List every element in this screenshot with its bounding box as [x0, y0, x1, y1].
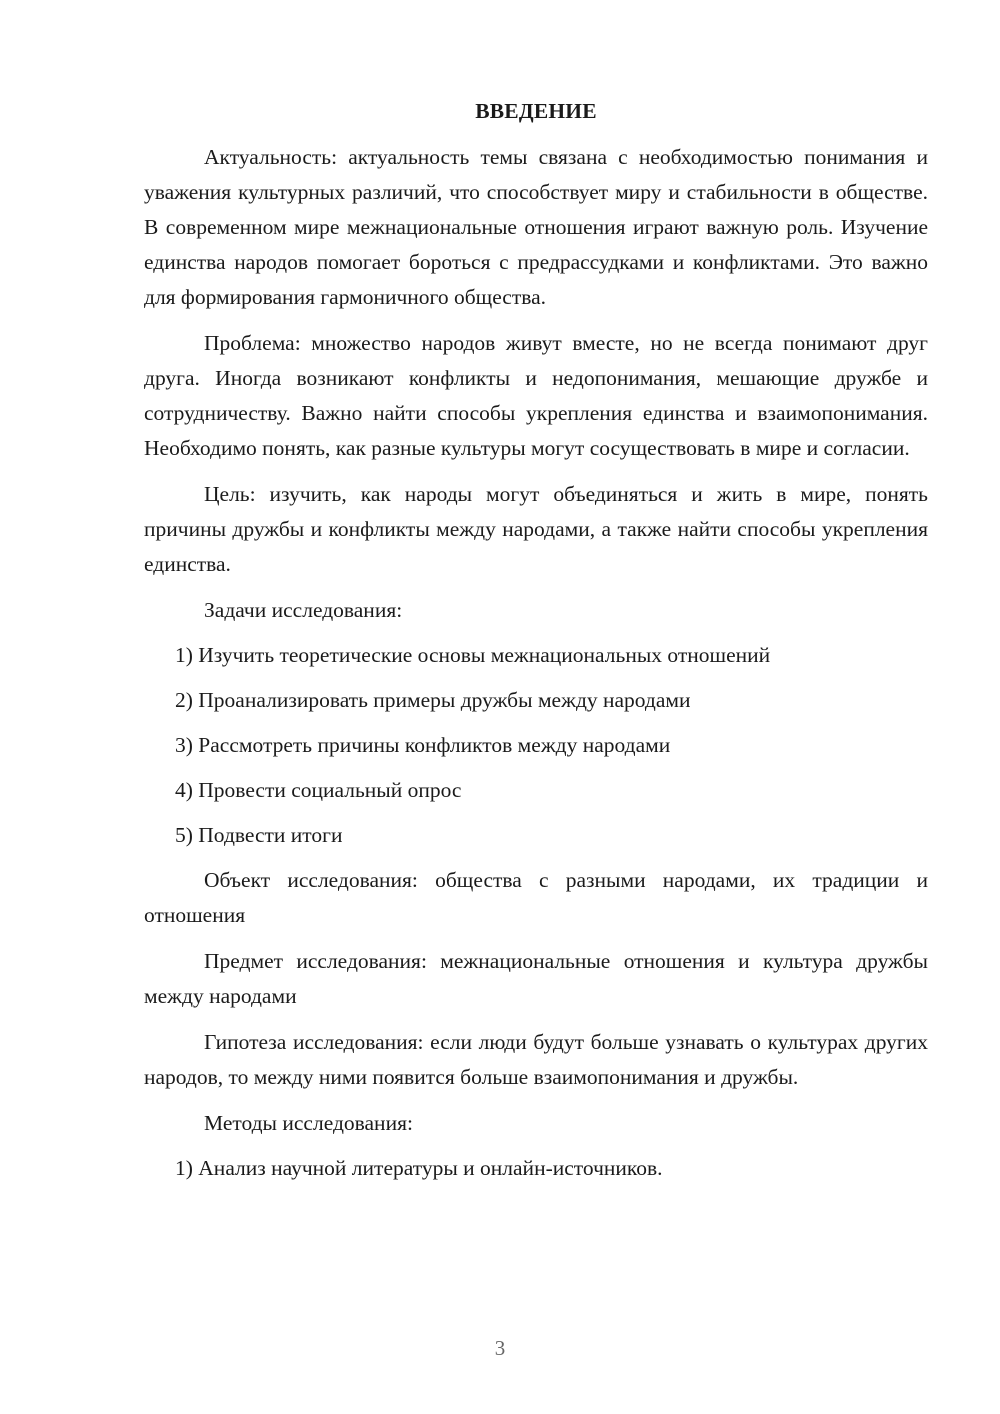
list-item: 2) Проанализировать примеры дружбы между народами — [175, 688, 691, 712]
methods-label: Методы исследования: — [204, 1111, 413, 1135]
relevance-paragraph: Актуальность: актуальность темы связана с необходимостью понимания и уважения культурных различий, что способствует миру и стабильности в обществе. В современном мире межнациональные отношения играют важную роль. Изучение единства народов помогает бороться с предрассудками и конфликтами. Это важно для формирования гармоничного общества. — [144, 145, 928, 309]
list-item: 4) Провести социальный опрос — [175, 778, 462, 802]
list-item: 5) Подвести итоги — [175, 823, 343, 847]
list-item: 1) Изучить теоретические основы межнациональных отношений — [175, 643, 771, 667]
list-item: 3) Рассмотреть причины конфликтов между народами — [175, 733, 671, 757]
subject-paragraph: Предмет исследования: межнациональные отношения и культура дружбы между народами — [144, 949, 928, 1008]
page-number: 3 — [494, 1336, 506, 1360]
methods-list — [144, 1151, 928, 1186]
document-page — [144, 96, 928, 1196]
goal-paragraph: Цель: изучить, как народы могут объединяться и жить в мире, понять причины дружбы и конфликты между народами, а также найти способы укрепления единства. — [144, 482, 928, 576]
list-item: 1) Анализ научной литературы и онлайн-источников. — [175, 1156, 663, 1180]
page-title: ВВЕДЕНИЕ — [475, 99, 597, 123]
hypothesis-paragraph: Гипотеза исследования: если люди будут больше узнавать о культурах других народов, то между ними появится больше взаимопонимания и дружбы. — [144, 1030, 928, 1089]
tasks-label: Задачи исследования: — [204, 598, 403, 622]
problem-paragraph: Проблема: множество народов живут вместе, но не всегда понимают друг друга. Иногда возникают конфликты и недопонимания, мешающие дружбе и сотрудничеству. Важно найти способы укрепления единства и взаимопонимания. Необходимо понять, как разные культуры могут сосуществовать в мире и согласии. — [144, 331, 928, 460]
tasks-list — [144, 638, 928, 853]
object-paragraph: Объект исследования: общества с разными народами, их традиции и отношения — [144, 868, 928, 927]
